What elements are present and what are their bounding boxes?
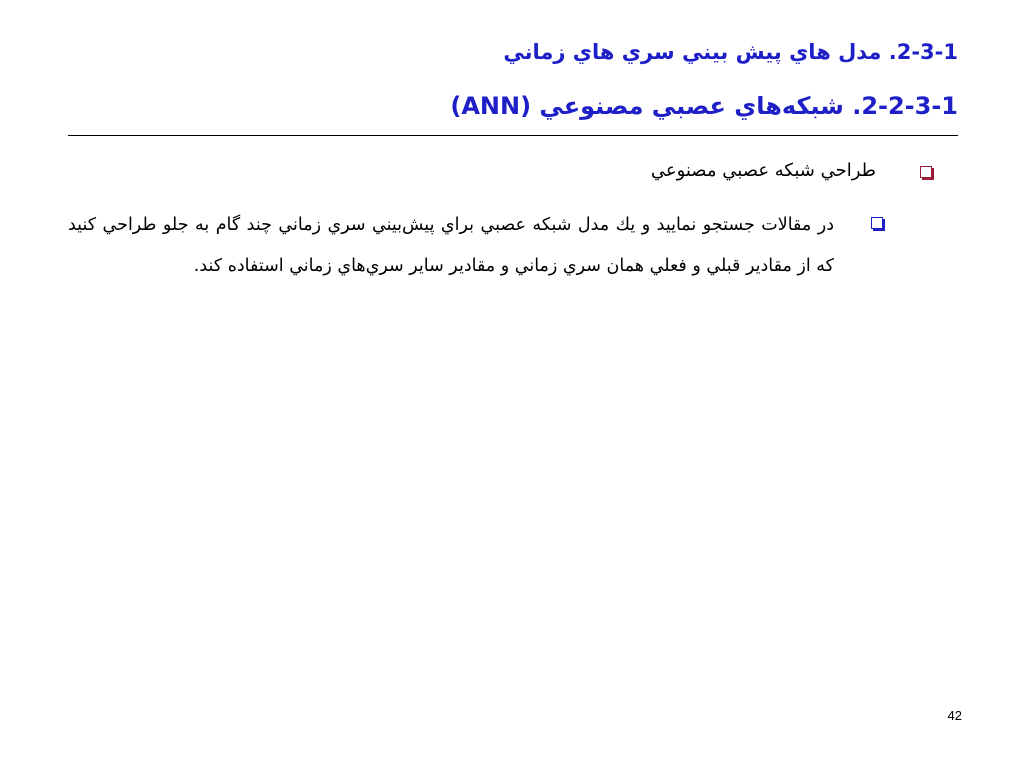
square-bullet-icon bbox=[871, 217, 883, 229]
bullet-item-paragraph: در مقالات جستجو نماييد و يك مدل شبكه عصبي براي پيش‌بيني سري زماني چند گام به جلو طراحي كنيد كه از مقادير قبلي و فعلي همان سري زماني و مقادير ساير سري‌هاي زماني استفاده كند. bbox=[68, 215, 834, 276]
bullet-item: طراحي شبكه عصبي مصنوعي bbox=[650, 160, 876, 181]
subsection-heading: 2-2-3-1. شبکه‌هاي عصبي مصنوعي (ANN) bbox=[450, 92, 958, 120]
title-divider bbox=[68, 135, 958, 136]
section-heading: 2-3-1. مدل هاي پيش بيني سري هاي زماني bbox=[503, 40, 958, 64]
page-number: 42 bbox=[947, 708, 962, 723]
square-bullet-icon bbox=[920, 166, 932, 178]
